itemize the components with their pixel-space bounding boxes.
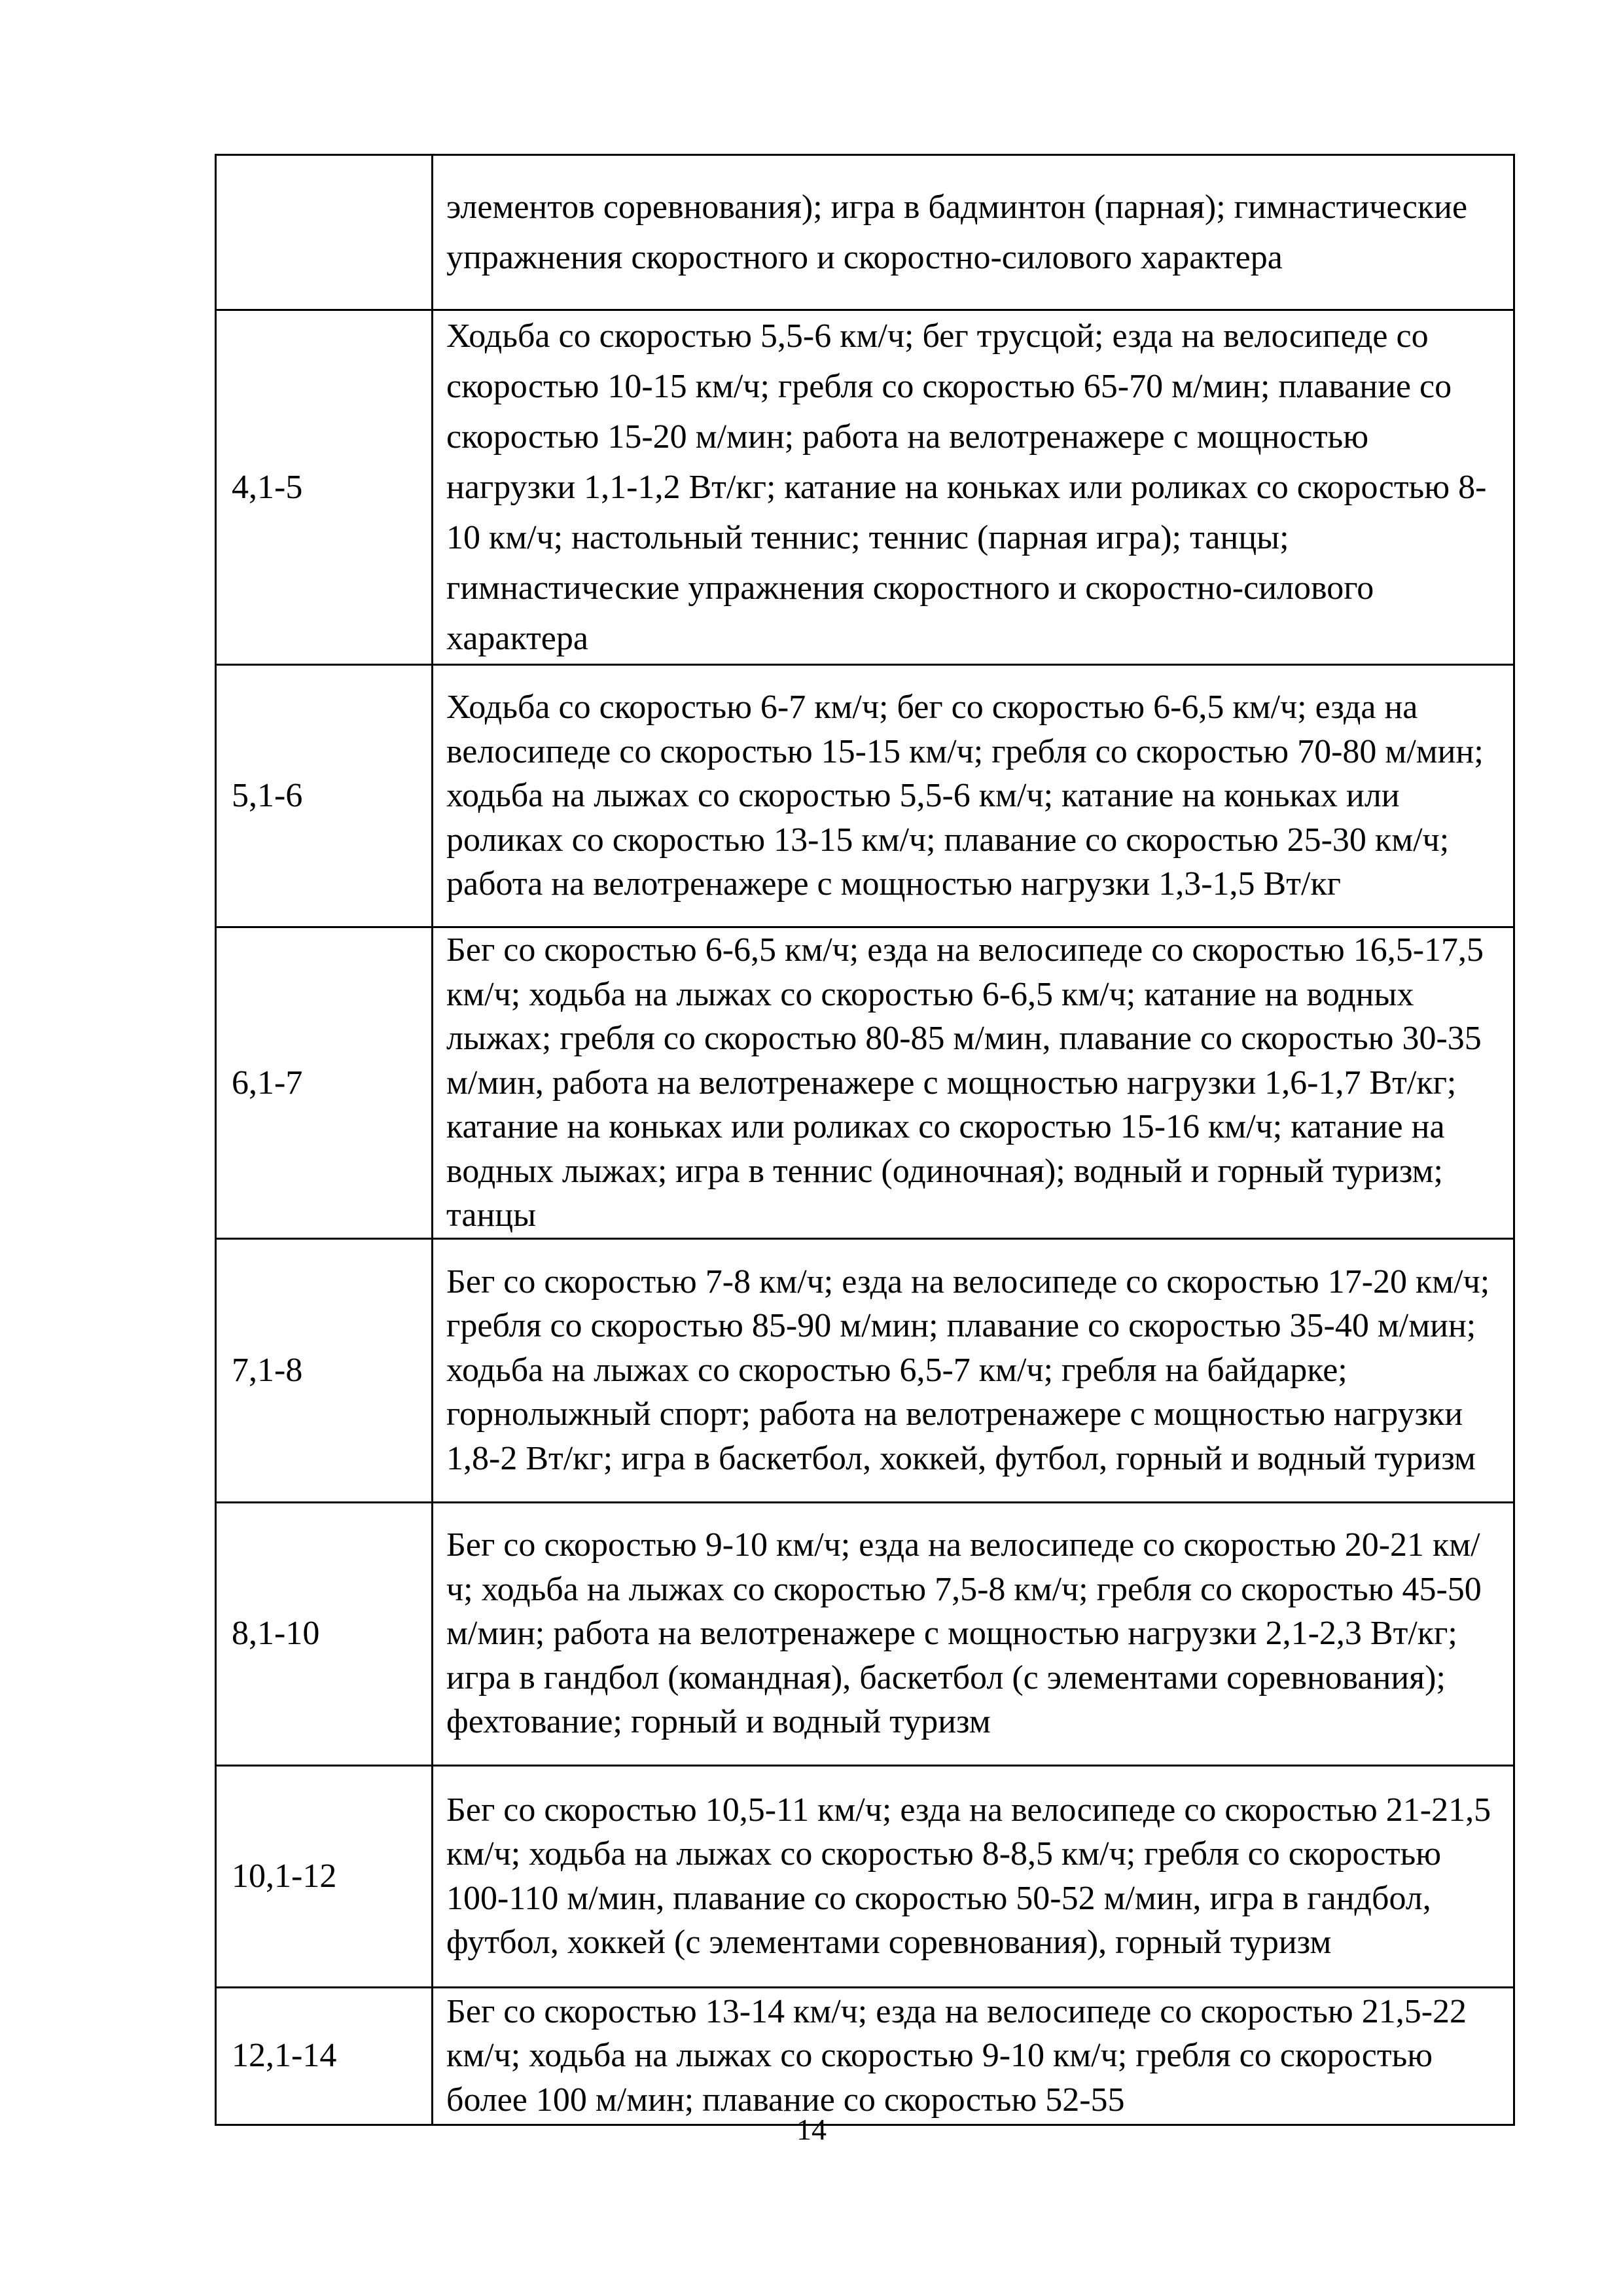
table-row — [216, 1238, 1514, 1502]
description-cell: Бег со скоростью 7-8 км/ч; езда на велосипеде со скоростью 17-20 км/ч; гребля со скоростью 85-90 м/мин; плавание со скоростью 35-40 м/мин; ходьба на лыжах со скоростью 6,5-7 км/ч; гребля на байдарке; горнолыжный спорт; работа на велотренажере с мощностью нагрузки 1,8-2 Вт/кг; игра в баскетбол, хоккей, футбол, горный и водный туризм — [433, 1238, 1514, 1502]
value-cell: 5,1-6 — [216, 665, 433, 927]
description-cell: Ходьба со скоростью 5,5-6 км/ч; бег трусцой; езда на велосипеде со скоростью 10-15 км/ч; гребля со скоростью 65-70 м/мин; плавание со скоростью 15-20 м/мин; работа на велотренажере с мощностью нагрузки 1,1-1,2 Вт/кг; катание на коньках или роликах со скоростью 8-10 км/ч; настольный теннис; теннис (парная игра); танцы; гимнастические упражнения скоростного и скоростно-силового характера — [433, 310, 1514, 665]
value-cell: 10,1-12 — [216, 1765, 433, 1987]
description-cell: Бег со скоростью 9-10 км/ч; езда на велосипеде со скоростью 20-21 км/ч; ходьба на лыжах со скоростью 7,5-8 км/ч; гребля со скоростью 45-50 м/мин; работа на велотренажере с мощностью нагрузки 2,1-2,3 Вт/кг; игра в гандбол (командная), баскетбол (с элементами соревнования); фехтование; горный и водный туризм — [433, 1502, 1514, 1765]
table-row — [216, 1765, 1514, 1987]
table-row — [216, 155, 1514, 310]
table-row — [216, 1502, 1514, 1765]
description-cell: Бег со скоростью 10,5-11 км/ч; езда на велосипеде со скоростью 21-21,5 км/ч; ходьба на лыжах со скоростью 8-8,5 км/ч; гребля со скоростью 100-110 м/мин, плавание со скоростью 50-52 м/мин, игра в гандбол, футбол, хоккей (с элементами соревнования), горный туризм — [433, 1765, 1514, 1987]
table-row — [216, 927, 1514, 1239]
activity-table — [215, 154, 1515, 2126]
description-cell: Бег со скоростью 13-14 км/ч; езда на велосипеде со скоростью 21,5-22 км/ч; ходьба на лыжах со скоростью 9-10 км/ч; гребля со скоростью более 100 м/мин; плавание со скоростью 52-55 — [433, 1987, 1514, 2125]
value-cell: 4,1-5 — [216, 310, 433, 665]
value-cell — [216, 155, 433, 310]
description-cell: Ходьба со скоростью 6-7 км/ч; бег со скоростью 6-6,5 км/ч; езда на велосипеде со скоростью 15-15 км/ч; гребля со скоростью 70-80 м/мин; ходьба на лыжах со скоростью 5,5-6 км/ч; катание на коньках или роликах со скоростью 13-15 км/ч; плавание со скоростью 25-30 км/ч; работа на велотренажере с мощностью нагрузки 1,3-1,5 Вт/кг — [433, 665, 1514, 927]
table-row — [216, 310, 1514, 665]
table-row — [216, 665, 1514, 927]
value-cell: 6,1-7 — [216, 927, 433, 1239]
value-cell: 12,1-14 — [216, 1987, 433, 2125]
value-cell: 7,1-8 — [216, 1238, 433, 1502]
description-cell: Бег со скоростью 6-6,5 км/ч; езда на велосипеде со скоростью 16,5-17,5 км/ч; ходьба на лыжах со скоростью 6-6,5 км/ч; катание на водных лыжах; гребля со скоростью 80-85 м/мин, плавание со скоростью 30-35 м/мин, работа на велотренажере с мощностью нагрузки 1,6-1,7 Вт/кг; катание на коньках или роликах со скоростью 15-16 км/ч; катание на водных лыжах; игра в теннис (одиночная); водный и горный туризм; танцы — [433, 927, 1514, 1239]
value-cell: 8,1-10 — [216, 1502, 433, 1765]
table-row — [216, 1987, 1514, 2125]
page-number: 14 — [796, 2113, 827, 2146]
description-cell: элементов соревнования); игра в бадминтон (парная); гимнастические упражнения скоростного и скоростно-силового характера — [433, 155, 1514, 310]
